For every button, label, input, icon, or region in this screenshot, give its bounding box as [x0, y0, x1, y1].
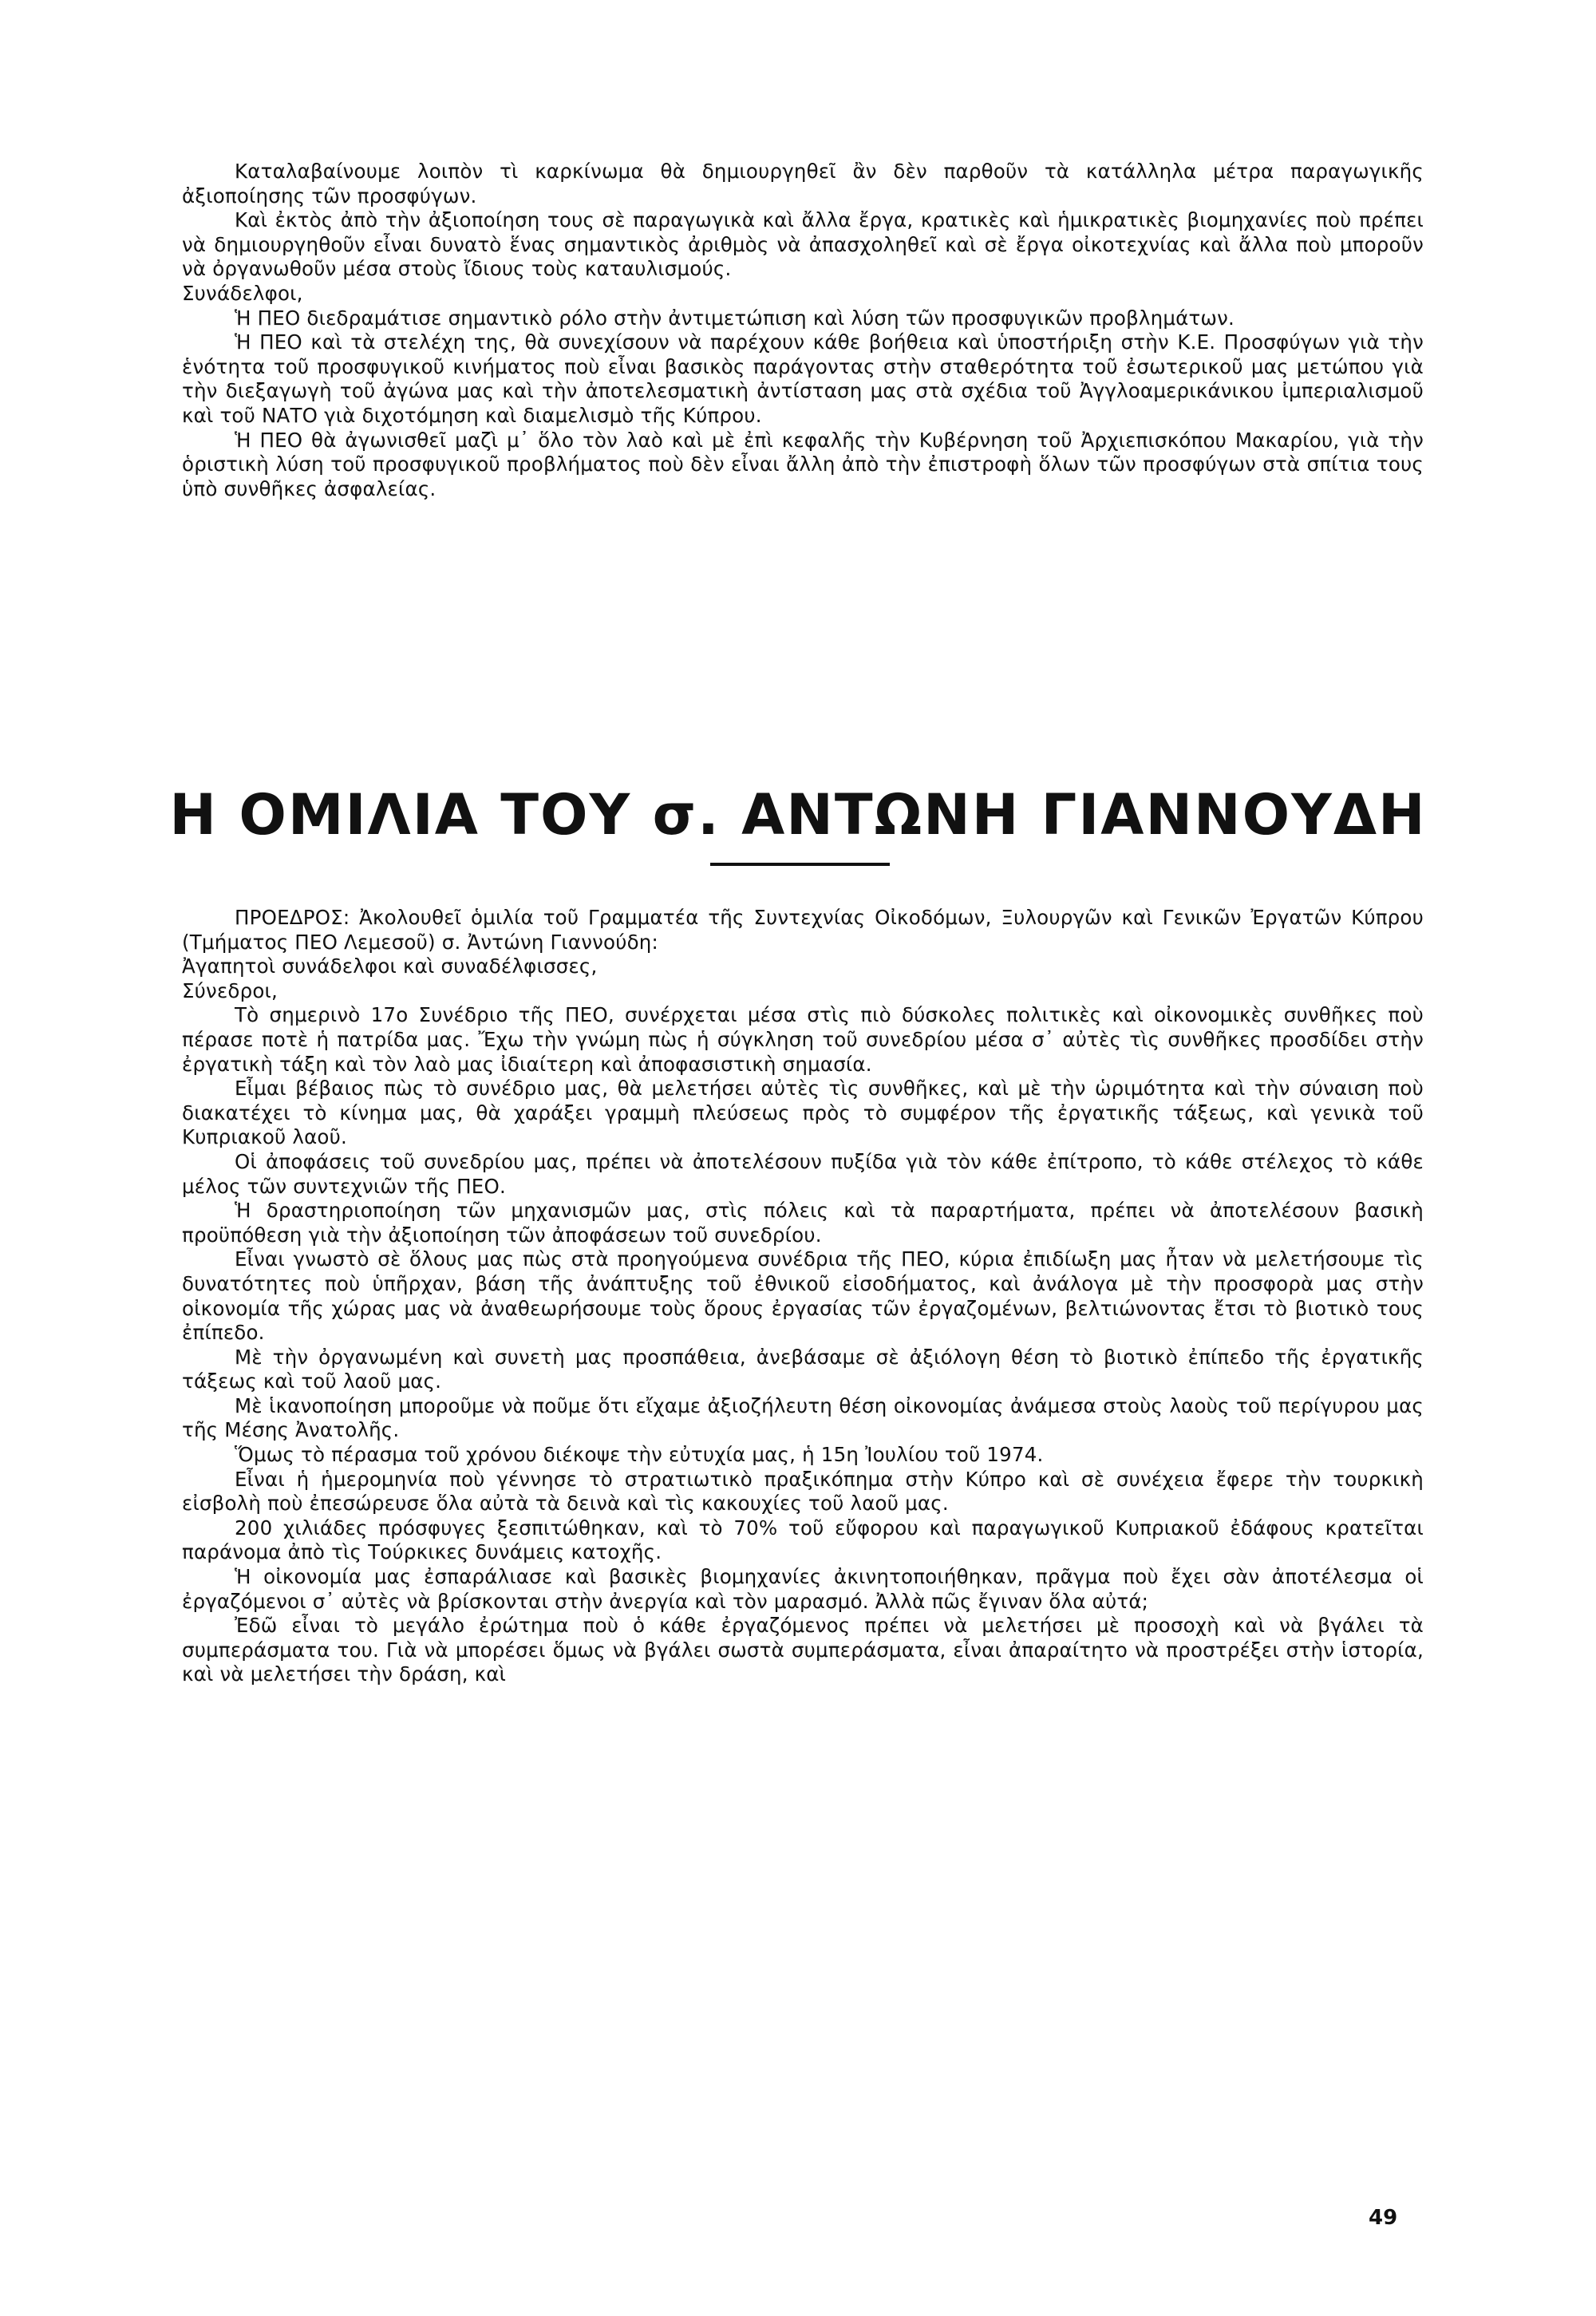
paragraph: ΠΡΟΕΔΡΟΣ: Ἀκολουθεῖ ὁμιλία τοῦ Γραμματέα τῆς Συντεχνίας Οἰκοδόμων, Ξυλουργῶν καὶ Γενικῶν Ἐργατῶν Κύπρου (Τμήματος ΠΕΟ Λεμεσοῦ) σ. Ἀντώνη Γιαννούδη:: [182, 906, 1424, 954]
paragraph: Ὅμως τὸ πέρασμα τοῦ χρόνου διέκοψε τὴν εὐτυχία μας, ἡ 15η Ἰουλίου τοῦ 1974.: [235, 1443, 1044, 1467]
intro-text-block: [182, 160, 1424, 501]
paragraph: Ἡ ΠΕΟ διεδραμάτισε σημαντικὸ ρόλο στὴν ἀντιμετώπιση καὶ λύση τῶν προσφυγικῶν προβλημάτων.: [235, 306, 1235, 330]
paragraph: Μὲ τὴν ὀργανωμένη καὶ συνετὴ μας προσπάθεια, ἀνεβάσαμε σὲ ἀξιόλογη θέση τὸ βιοτικὸ ἐπίπεδο τῆς ἐργατικῆς τάξεως καὶ τοῦ λαοῦ μας.: [182, 1345, 1424, 1393]
speech-text-block: [182, 906, 1424, 1687]
paragraph: Ἡ ΠΕΟ θὰ ἀγωνισθεῖ μαζὶ μ᾽ ὅλο τὸν λαὸ καὶ μὲ ἐπὶ κεφαλῆς τὴν Κυβέρνηση τοῦ Ἀρχιεπισκόπου Μακαρίου, γιὰ τὴν ὁριστικὴ λύση τοῦ προσφυγικοῦ προβλήματος ποὺ δὲν εἶναι ἄλλη ἀπὸ τὴν ἐπιστροφὴ ὅλων τῶν προσφύγων στὰ σπίτια τους ὑπὸ συνθῆκες ἀσφαλείας.: [182, 428, 1424, 500]
paragraph: Ἀγαπητοὶ συνάδελφοι καὶ συναδέλφισσες,: [182, 954, 598, 978]
section-heading: Η ΟΜΙΛΙΑ ΤΟΥ σ. ΑΝΤΩΝΗ ΓΙΑΝΝΟΥΔΗ: [169, 782, 1427, 848]
paragraph: Καὶ ἐκτὸς ἀπὸ τὴν ἀξιοποίηση τους σὲ παραγωγικὰ καὶ ἄλλα ἔργα, κρατικὲς καὶ ἡμικρατικὲς βιομηχανίες ποὺ πρέπει νὰ δημιουργηθοῦν εἶναι δυνατὸ ἕνας σημαντικὸς ἀριθμὸς νὰ ἀπασχοληθεῖ καὶ σὲ ἔργα οἰκοτεχνίας καὶ ἄλλα ποὺ μποροῦν νὰ ὀργανωθοῦν μέσα στοὺς ἴδιους τοὺς καταυλισμούς.: [182, 208, 1424, 281]
paragraph: Συνάδελφοι,: [182, 281, 303, 305]
paragraph: Ἡ ΠΕΟ καὶ τὰ στελέχη της, θὰ συνεχίσουν νὰ παρέχουν κάθε βοήθεια καὶ ὑποστήριξη στὴν Κ.Ε. Προσφύγων γιὰ τὴν ἑνότητα τοῦ προσφυγικοῦ κινήματος ποὺ εἶναι βασικὸς παράγοντας στὴν σταθερότητα τοῦ ἐσωτερικοῦ μας μετώπου γιὰ τὴν διεξαγωγὴ τοῦ ἀγώνα μας καὶ τὴν ἀποτελεσματικὴ ἀντίσταση μας στὰ σχέδια τοῦ Ἀγγλοαμερικάνικου ἰμπεριαλισμοῦ καὶ τοῦ ΝΑΤΟ γιὰ διχοτόμηση καὶ διαμελισμὸ τῆς Κύπρου.: [182, 330, 1424, 427]
page-number: 49: [1369, 2206, 1398, 2230]
paragraph: Εἶμαι βέβαιος πὼς τὸ συνέδριο μας, θὰ μελετήσει αὐτὲς τὶς συνθῆκες, καὶ μὲ τὴν ὡριμότητα καὶ τὴν σύναιση ποὺ διακατέχει τὸ κίνημα μας, θὰ χαράξει γραμμὴ πλεύσεως πρὸς τὸ συμφέρον τῆς ἐργατικῆς τάξεως, καὶ γενικὰ τοῦ Κυπριακοῦ λαοῦ.: [182, 1077, 1424, 1149]
paragraph: Ἡ οἰκονομία μας ἐσπαράλιασε καὶ βασικὲς βιομηχανίες ἀκινητοποιήθηκαν, πρᾶγμα ποὺ ἔχει σὰν ἀποτέλεσμα οἱ ἐργαζόμενοι σ᾽ αὐτὲς νὰ βρίσκονται στὴν ἀνεργία καὶ τὸν μαρασμό. Ἀλλὰ πῶς ἔγιναν ὅλα αὐτά;: [182, 1565, 1424, 1613]
paragraph: Εἶναι ἡ ἡμερομηνία ποὺ γέννησε τὸ στρατιωτικὸ πραξικόπημα στὴν Κύπρο καὶ σὲ συνέχεια ἔφερε τὴν τουρκικὴ εἰσβολὴ ποὺ ἐπεσώρευσε ὅλα αὐτὰ τὰ δεινὰ καὶ τὶς κακουχίες τοῦ λαοῦ μας.: [182, 1467, 1424, 1516]
paragraph: Εἶναι γνωστὸ σὲ ὅλους μας πὼς στὰ προηγούμενα συνέδρια τῆς ΠΕΟ, κύρια ἐπιδίωξη μας ἦταν νὰ μελετήσουμε τὶς δυνατότητες ποὺ ὑπῆρχαν, βάση τῆς ἀνάπτυξης τοῦ ἐθνικοῦ εἰσοδήματος, καὶ ἀνάλογα μὲ τὴν προσφορὰ μας στὴν οἰκονομία τῆς χώρας μας νὰ ἀναθεωρήσουμε τοὺς ὅρους ἐργασίας τῶν ἐργαζομένων, βελτιώνοντας ἔτσι τὸ βιοτικὸ τους ἐπίπεδο.: [182, 1247, 1424, 1345]
paragraph: Μὲ ἱκανοποίηση μποροῦμε νὰ ποῦμε ὅτι εἴχαμε ἀξιοζήλευτη θέση οἰκονομίας ἀνάμεσα στοὺς λαοὺς τοῦ περίγυρου μας τῆς Μέσης Ἀνατολῆς.: [182, 1393, 1424, 1442]
paragraph: Σύνεδροι,: [182, 978, 278, 1002]
heading-rule: [710, 863, 890, 866]
paragraph: Καταλαβαίνουμε λοιπὸν τὶ καρκίνωμα θὰ δημιουργηθεῖ ἂν δὲν παρθοῦν τὰ κατάλληλα μέτρα παραγωγικῆς ἀξιοποίησης τῶν προσφύγων.: [182, 160, 1424, 207]
paragraph: 200 χιλιάδες πρόσφυγες ξεσπιτώθηκαν, καὶ τὸ 70% τοῦ εὔφορου καὶ παραγωγικοῦ Κυπριακοῦ ἐδάφους κρατεῖται παράνομα ἀπὸ τὶς Τούρκικες δυνάμεις κατοχῆς.: [182, 1516, 1424, 1564]
paragraph: Ἐδῶ εἶναι τὸ μεγάλο ἐρώτημα ποὺ ὁ κάθε ἐργαζόμενος πρέπει νὰ μελετήσει μὲ προσοχὴ καὶ νὰ βγάλει τὰ συμπεράσματα του. Γιὰ νὰ μπορέσει ὅμως νὰ βγάλει σωστὰ συμπεράσματα, εἶναι ἀπαραίτητο νὰ προστρέξει στὴν ἱστορία, καὶ νὰ μελετήσει τὴν δράση, καὶ: [182, 1614, 1424, 1686]
paragraph: Οἱ ἀποφάσεις τοῦ συνεδρίου μας, πρέπει νὰ ἀποτελέσουν πυξίδα γιὰ τὸν κάθε ἐπίτροπο, τὸ κάθε στέλεχος τὸ κάθε μέλος τῶν συντεχνιῶν τῆς ΠΕΟ.: [182, 1149, 1424, 1198]
section-heading-wrap: [0, 782, 1596, 848]
paragraph: Ἡ δραστηριοποίηση τῶν μηχανισμῶν μας, στὶς πόλεις καὶ τὰ παραρτήματα, πρέπει νὰ ἀποτελέσουν βασικὴ προϋπόθεση γιὰ τὴν ἀξιοποίηση τῶν ἀποφάσεων τοῦ συνεδρίου.: [182, 1199, 1424, 1247]
paragraph: Τὸ σημερινὸ 17ο Συνέδριο τῆς ΠΕΟ, συνέρχεται μέσα στὶς πιὸ δύσκολες πολιτικὲς καὶ οἰκονομικὲς συνθῆκες ποὺ πέρασε ποτὲ ἡ πατρίδα μας. Ἔχω τὴν γνώμη πὼς ἡ σύγκληση τοῦ συνεδρίου μέσα σ᾽ αὐτὲς τὶς συνθῆκες προσδίδει στὴν ἐργατικὴ τάξη καὶ τὸν λαὸ μας ἰδιαίτερη καὶ ἀποφασιστικὴ σημασία.: [182, 1003, 1424, 1076]
